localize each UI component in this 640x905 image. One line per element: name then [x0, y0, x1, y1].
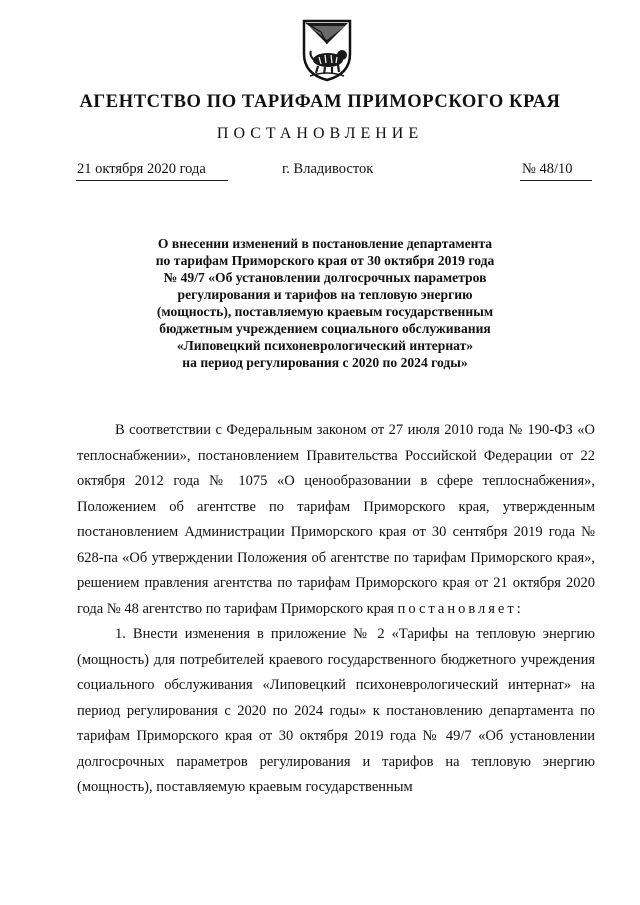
title-line: регулирования и тарифов на тепловую энергию [177, 287, 473, 302]
date-underline [76, 180, 228, 181]
title-line: по тарифам Приморского края от 30 октября 2019 года [155, 253, 495, 268]
document-number: № 48/10 [522, 161, 573, 177]
document-body [77, 418, 595, 801]
preamble-text: В соответствии с Федеральным законом от 27 июля 2010 года № 190-ФЗ «О теплоснабжении», постановлением Правительства Российской Федерации от 22 октября 2012 года № 1075 «О ценообразовании в сфере теплоснабжения», Положением об агентстве по тарифам Приморского края, утвержденным постановлением Администрации Приморского края от 30 сентября 2019 года № 628-па «Об утверждении Положения об агентстве по тарифам Приморского края», решением правления агентства по тарифам Приморского края от 21 октября 2020 года № 48 агентство по тарифам Приморского края [77, 422, 595, 617]
title-line: бюджетным учреждением социального обслуживания [159, 321, 491, 336]
document-city: г. Владивосток [282, 161, 374, 177]
title-line: на период регулирования с 2020 по 2024 годы» [182, 355, 468, 370]
document-date: 21 октября 2020 года [77, 161, 206, 177]
coat-of-arms-icon [301, 18, 353, 82]
preamble-paragraph [77, 418, 595, 622]
title-line: № 49/7 «Об установлении долгосрочных параметров [163, 270, 487, 285]
title-line: (мощность), поставляемую краевым государственным [156, 304, 494, 319]
number-underline [520, 180, 592, 181]
title-line: «Липовецкий психоневрологический интернат» [176, 338, 474, 353]
title-line: О внесении изменений в постановление департамента [157, 236, 493, 251]
resolves-word: постановляет: [397, 600, 524, 617]
document-type: ПОСТАНОВЛЕНИЕ [216, 125, 424, 142]
item-1-paragraph: 1. Внести изменения в приложение № 2 «Тарифы на тепловую энергию (мощность) для потребителей краевого государственного бюджетного учреждения социального обслуживания «Липовецкий психоневрологический интернат» на период регулирования с 2020 по 2024 годы» к постановлению департамента по тарифам Приморского края от 30 октября 2019 года № 49/7 «Об установлении долгосрочных параметров регулирования и тарифов на тепловую энергию (мощность), поставляемую краевым государственным [77, 626, 595, 795]
agency-name: АГЕНТСТВО ПО ТАРИФАМ ПРИМОРСКОГО КРАЯ [79, 92, 561, 112]
document-title [100, 235, 550, 371]
